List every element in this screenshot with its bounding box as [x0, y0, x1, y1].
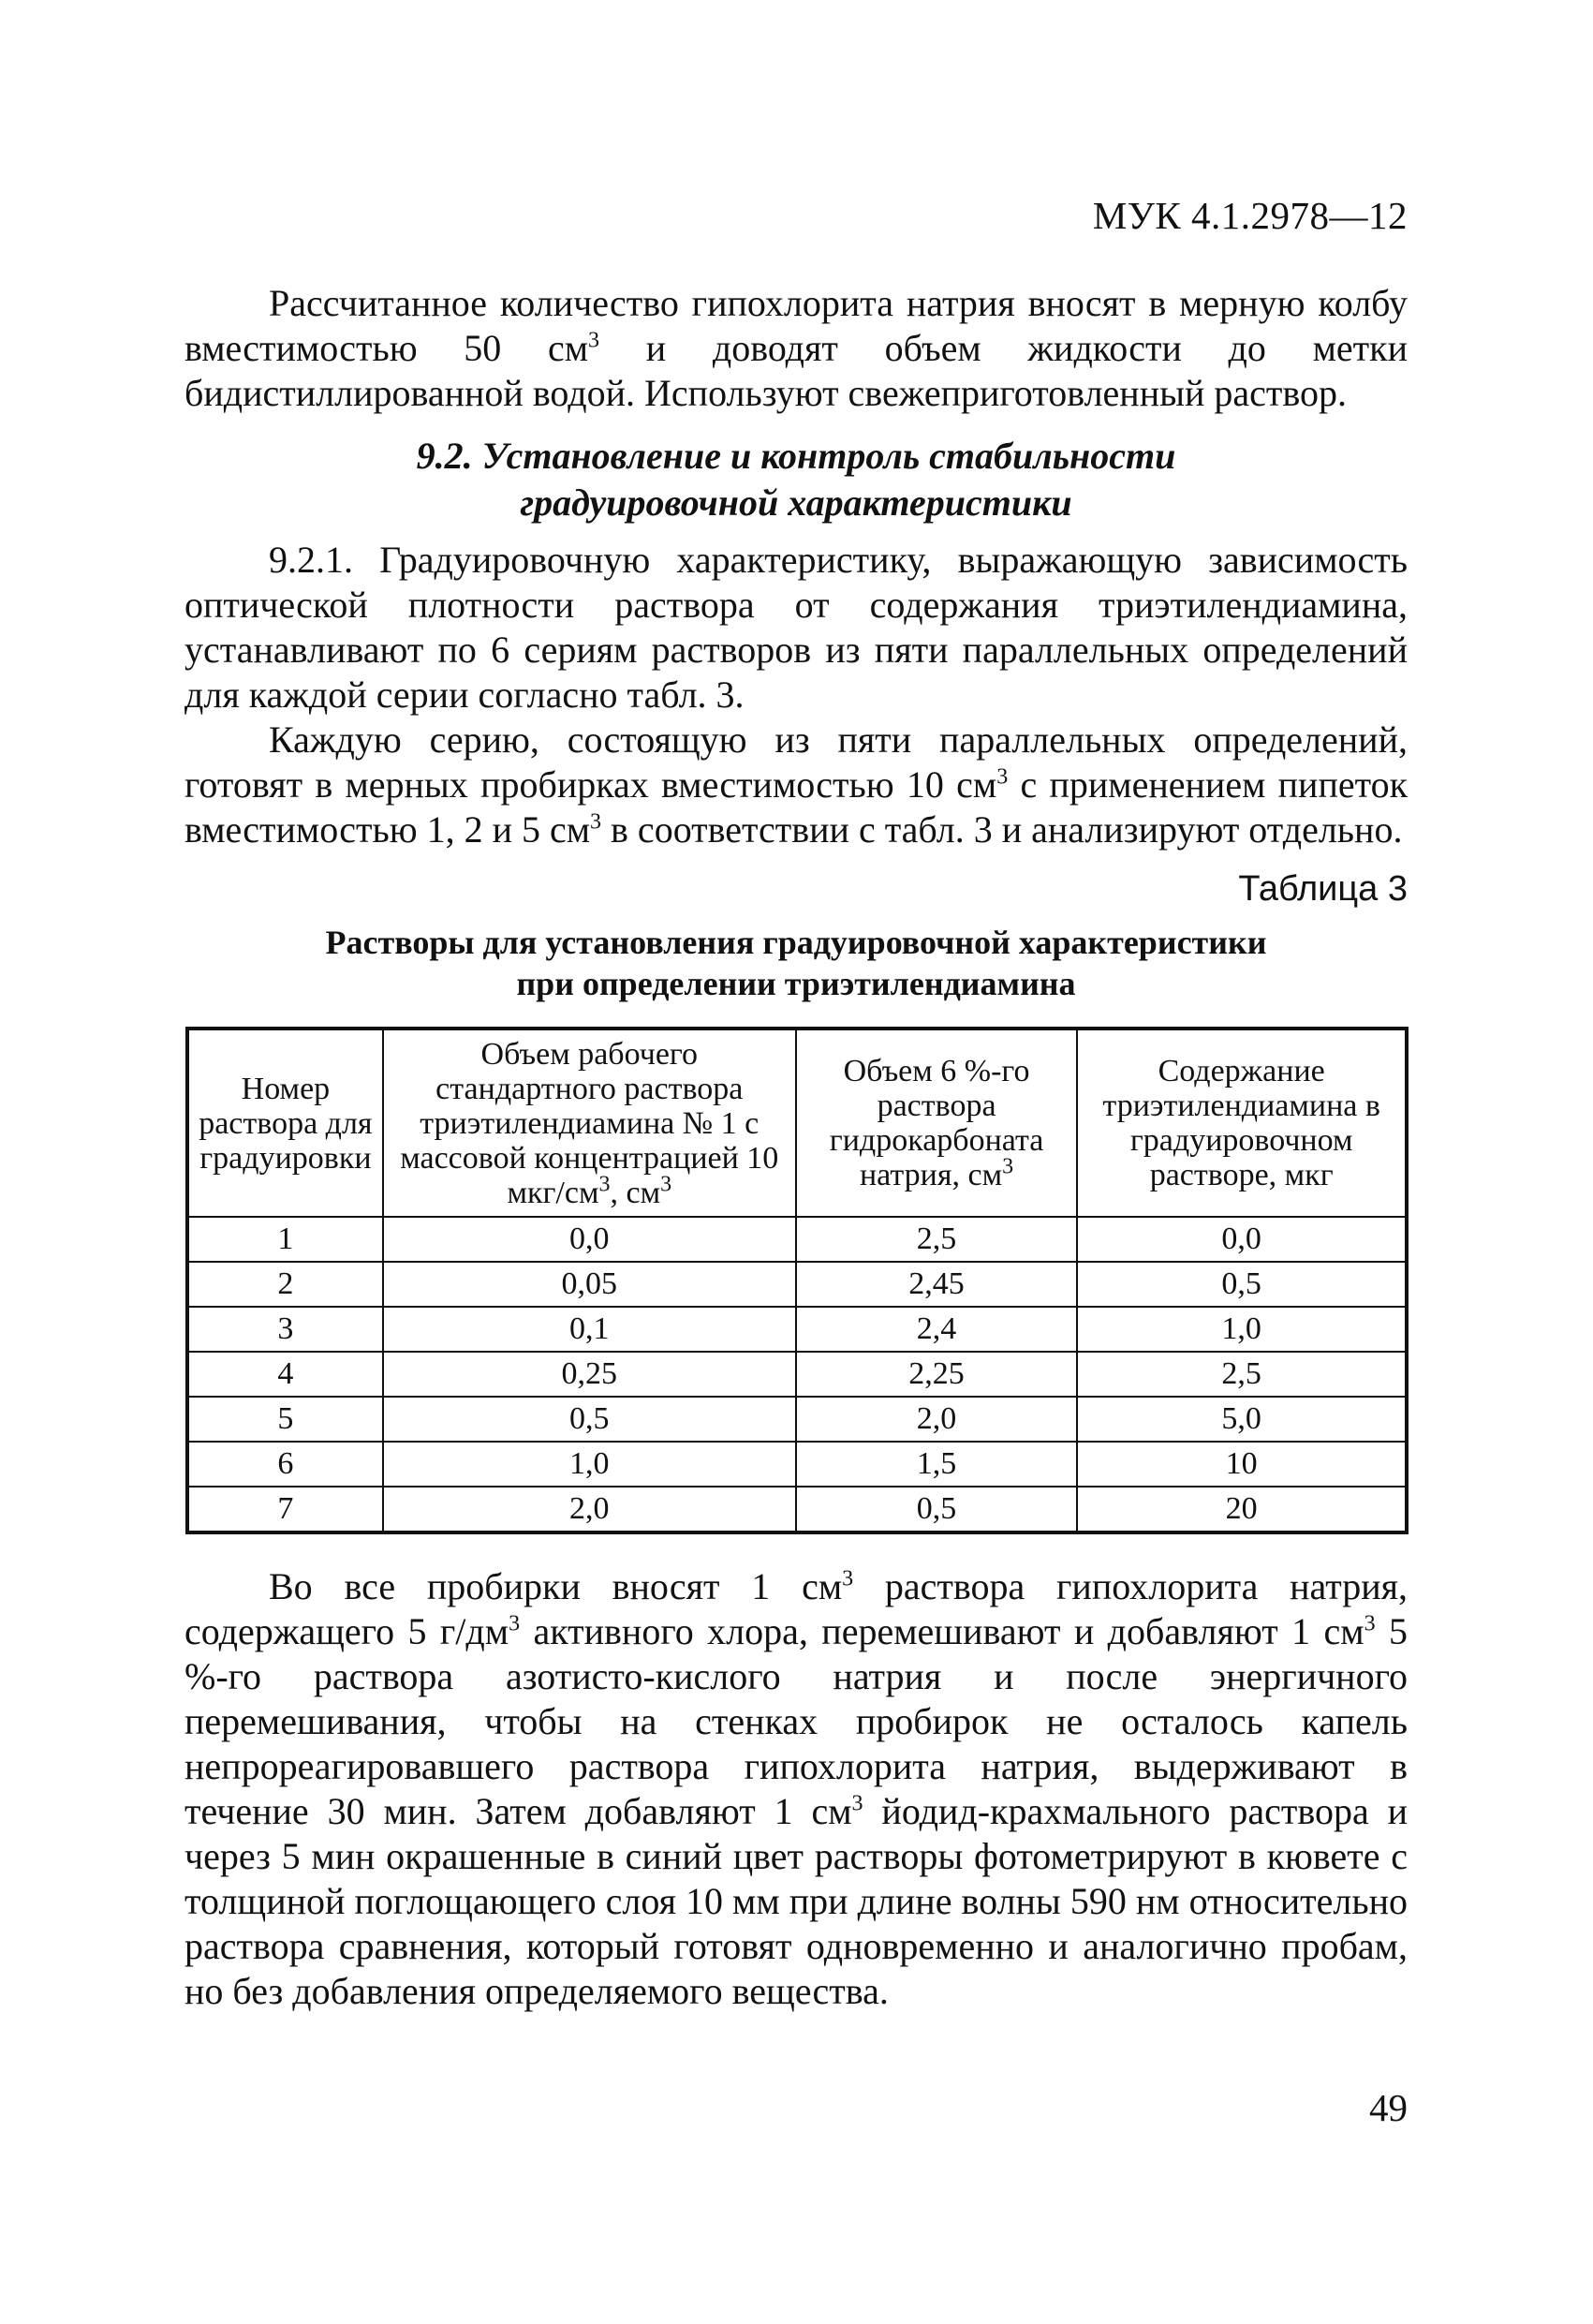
table-title: Растворы для установления градуировочной характеристики при определении триэтилендиамина	[325, 924, 1267, 1002]
table-cell: 6	[187, 1442, 383, 1487]
table-cell: 0,5	[1077, 1262, 1407, 1307]
table-cell: 4	[187, 1352, 383, 1397]
body-paragraphs	[184, 538, 1408, 852]
paragraph-series: Каждую серию, состоящую из пяти параллельных определений, готовят в мерных пробирках вместимостью 10 $см^3$ с применением пипеток вместимостью 1, 2 и 5 $см^3$ в соответствии с табл. 3 и анализируют отдельно.	[184, 718, 1409, 851]
table-cell: 5,0	[1077, 1397, 1407, 1442]
table-row	[187, 1442, 1407, 1487]
table-caption: Таблица 3	[1238, 869, 1408, 909]
table-cell: 7	[187, 1487, 383, 1532]
table-cell: 1,5	[796, 1442, 1078, 1487]
page-number: 49	[1369, 2086, 1408, 2129]
table-row	[187, 1352, 1407, 1397]
table-cell: 2,0	[796, 1397, 1078, 1442]
table-row	[187, 1487, 1407, 1532]
table-cell: 10	[1077, 1442, 1407, 1487]
header-standard-volume: Объем рабочего стандартного раствора триэтилендиамина № 1 с массовой концентрацией 10 мкг/$см^3$, $см^3$	[383, 1029, 796, 1217]
section-title	[184, 433, 1408, 526]
table-cell: 2,45	[796, 1262, 1078, 1307]
intro-paragraph: Рассчитанное количество гипохлорита натрия вносят в мерную колбу вместимостью 50 $см^3$ и доводят объем жидкости до метки бидистиллированной водой. Используют свежеприготовленный раствор.	[184, 282, 1408, 414]
header-content: Содержание триэтилендиамина в градуировочном растворе, мкг	[1077, 1029, 1407, 1217]
header-solution-number: Номер раствора для градуировки	[187, 1029, 383, 1217]
table-row	[187, 1307, 1407, 1352]
calibration-table	[185, 1027, 1409, 1534]
table-cell: 20	[1077, 1487, 1407, 1532]
table-row	[187, 1217, 1407, 1262]
table-cell: 1	[187, 1217, 383, 1262]
table-cell: 2,4	[796, 1307, 1078, 1352]
table-cell: 2,5	[796, 1217, 1078, 1262]
table-cell: 1,0	[383, 1442, 796, 1487]
table-cell: 2,5	[1077, 1352, 1407, 1397]
section-title-line1: 9.2. Установление и контроль стабильности	[416, 435, 1176, 477]
table-cell: 2,25	[796, 1352, 1078, 1397]
table-cell: 0,05	[383, 1262, 796, 1307]
table-header-row	[187, 1029, 1407, 1217]
table-cell: 0,0	[383, 1217, 796, 1262]
table-cell: 5	[187, 1397, 383, 1442]
table-cell: 0,5	[796, 1487, 1078, 1532]
paragraph-9-2-1: 9.2.1. Градуировочную характеристику, выражающую зависимость оптической плотности раствора от содержания триэтилендиамина, устанавливают по 6 сериям растворов из пяти параллельных определений для каждой серии согласно табл. 3.	[184, 539, 1408, 716]
header-bicarbonate-volume: Объем 6 %-го раствора гидрокарбоната натрия, $см^3$	[796, 1029, 1078, 1217]
table-cell: 2,0	[383, 1487, 796, 1532]
final-paragraph: Во все пробирки вносят 1 $см^3$ раствора гипохлорита натрия, содержащего 5 $г/дм^3$ активного хлора, перемешивают и добавляют 1 $см^3$ 5 %-го раствора азотисто-кислого натрия и после энергичного перемешивания, чтобы на стенках пробирок не осталось капель непрореагировавшего раствора гипохлорита натрия, выдерживают в течение 30 мин. Затем добавляют 1 $см^3$ йодид-крахмального раствора и через 5 мин окрашенные в синий цвет растворы фотометрируют в кювете с толщиной поглощающего слоя 10 мм при длине волны 590 нм относительно раствора сравнения, который готовят одновременно и аналогично пробам, но без добавления определяемого вещества.	[184, 1565, 1408, 2012]
document-code: МУК 4.1.2978—12	[1092, 194, 1408, 237]
table-cell: 2	[187, 1262, 383, 1307]
table-cell: 0,5	[383, 1397, 796, 1442]
table-body	[187, 1217, 1407, 1532]
section-title-line2: градуировочной характеристики	[520, 481, 1072, 524]
table-cell: 0,1	[383, 1307, 796, 1352]
table-cell: 0,0	[1077, 1217, 1407, 1262]
table-cell: 1,0	[1077, 1307, 1407, 1352]
table-row	[187, 1262, 1407, 1307]
table-cell: 3	[187, 1307, 383, 1352]
table-row	[187, 1397, 1407, 1442]
table-cell: 0,25	[383, 1352, 796, 1397]
